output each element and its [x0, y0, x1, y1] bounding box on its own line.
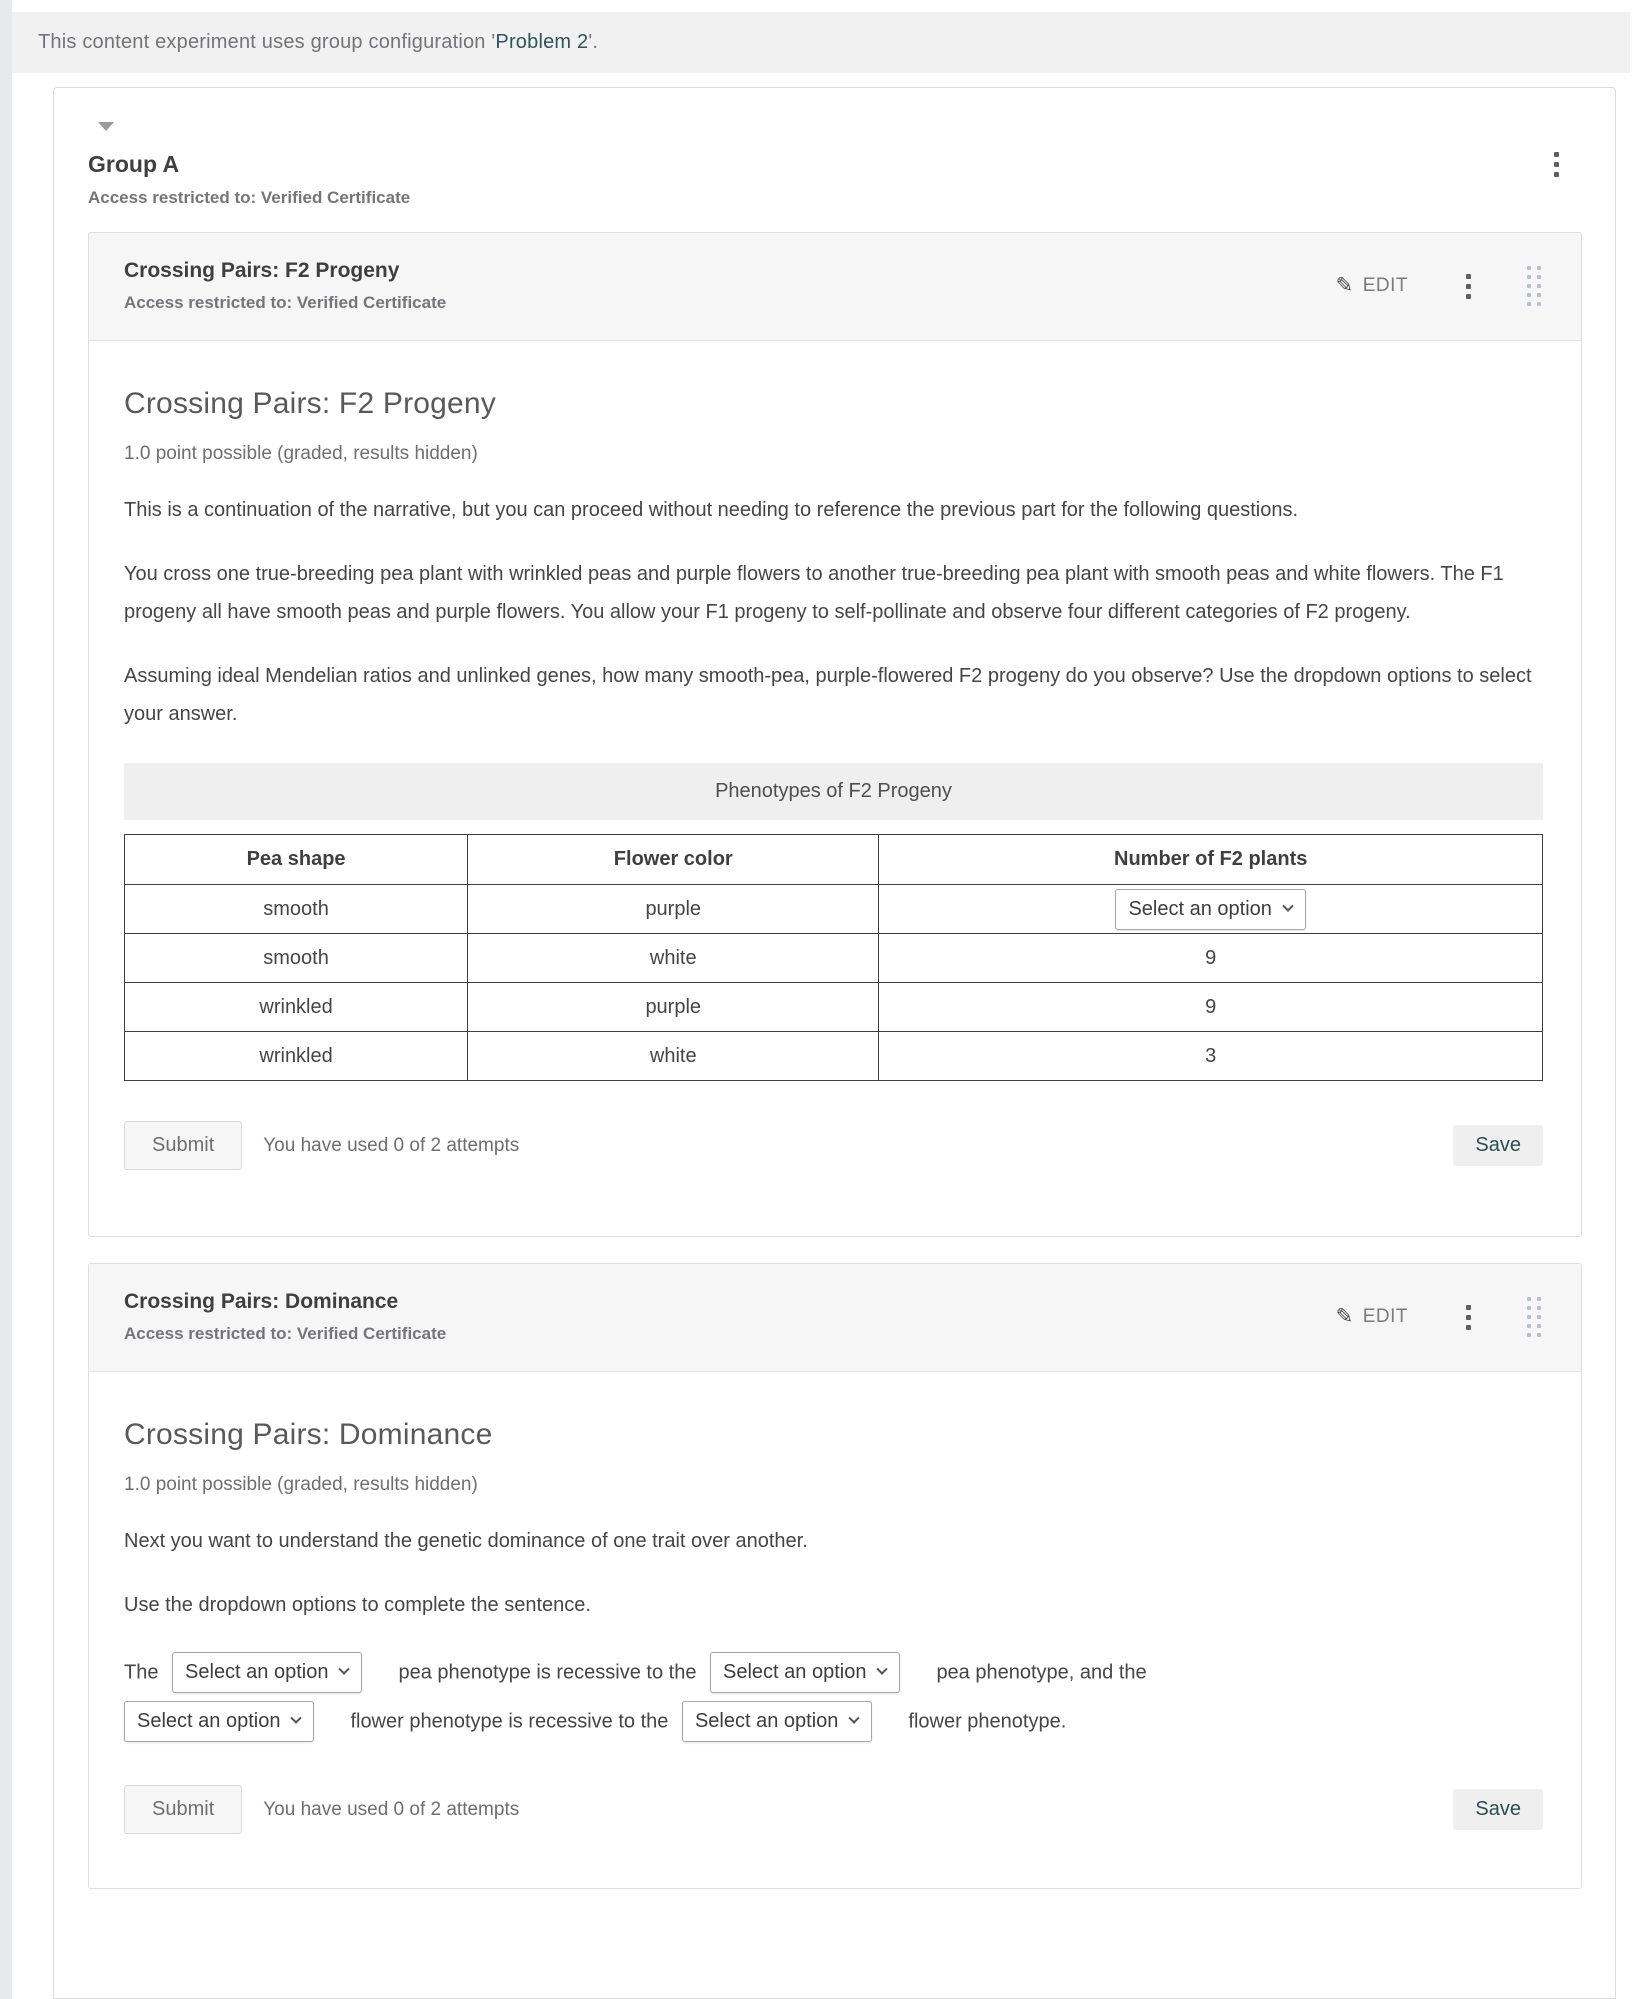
problem-1-points-text: 1.0 point possible (graded, results hidden)	[124, 443, 478, 464]
problem-1-title: Crossing Pairs: F2 Progeny	[124, 387, 497, 420]
group-kebab-menu-button[interactable]	[1550, 148, 1563, 181]
kebab-dot	[1466, 1325, 1471, 1330]
chevron-down-icon	[291, 1712, 302, 1723]
table-row	[125, 885, 1543, 934]
kebab-dot	[1466, 1315, 1471, 1320]
problem-1-paragraph: Assuming ideal Mendelian ratios and unlinked genes, how many smooth-pea, purple-flowered F2 progeny do you observe? Use the dropdown options to select your answer.	[124, 665, 1532, 725]
table-header-flower-color: Flower color	[468, 835, 879, 885]
kebab-dot	[1466, 1305, 1471, 1310]
table-cell: smooth	[125, 934, 468, 983]
table-row	[125, 983, 1543, 1032]
problem-1-header-left	[124, 259, 446, 313]
banner-text-prefix: This content experiment uses group configuration '	[38, 31, 496, 53]
problem-card-dominance	[88, 1263, 1582, 1889]
table-row	[125, 934, 1543, 983]
collapse-arrow-icon[interactable]	[98, 122, 114, 131]
dropdown-placeholder-text: Select an option	[185, 1661, 329, 1684]
edit-button-label: EDIT	[1362, 275, 1408, 296]
problem-1-submit-row	[124, 1121, 1543, 1170]
problem-1-body	[89, 387, 1581, 1236]
sentence-text: pea phenotype is recessive to the	[398, 1661, 702, 1684]
table-cell: wrinkled	[125, 983, 468, 1032]
sentence-text: flower phenotype is recessive to the	[350, 1710, 674, 1733]
table-cell: purple	[468, 983, 879, 1032]
chevron-down-icon	[339, 1664, 350, 1675]
table-cell: 3	[879, 1032, 1543, 1081]
problem-card-f2-progeny	[88, 232, 1582, 1237]
table-cell: wrinkled	[125, 1032, 468, 1081]
kebab-dot	[1554, 152, 1559, 157]
edit-button[interactable]	[1336, 274, 1408, 299]
group-header	[54, 88, 1615, 232]
table-cell: white	[468, 1032, 879, 1081]
table-cell	[879, 885, 1543, 934]
banner-text-suffix: '.	[588, 31, 599, 53]
save-button[interactable]: Save	[1453, 1789, 1543, 1830]
chevron-down-icon	[877, 1664, 888, 1675]
drag-handle-icon[interactable]	[1527, 266, 1541, 306]
page-left-margin	[0, 0, 12, 1999]
kebab-dot	[1554, 172, 1559, 177]
table-cell: smooth	[125, 885, 468, 934]
attempts-text: You have used 0 of 2 attempts	[263, 1134, 520, 1156]
dropdown-placeholder-text: Select an option	[723, 1661, 867, 1684]
select-an-option-dropdown[interactable]	[1115, 889, 1305, 930]
table-row	[125, 1032, 1543, 1081]
experiment-banner	[12, 12, 1630, 73]
kebab-dot	[1554, 162, 1559, 167]
problem-2-paragraph: Next you want to understand the genetic dominance of one trait over another.	[124, 1530, 808, 1552]
pencil-icon: ✎	[1335, 1304, 1354, 1328]
problem-1-header-title: Crossing Pairs: F2 Progeny	[124, 259, 400, 282]
kebab-dot	[1466, 274, 1471, 279]
dropdown-placeholder-text: Select an option	[137, 1709, 281, 1732]
select-an-option-dropdown[interactable]	[124, 1701, 314, 1742]
dropdown-placeholder-text: Select an option	[694, 1709, 839, 1732]
pencil-icon: ✎	[1335, 273, 1354, 297]
table-cell: 9	[879, 983, 1543, 1032]
problem-2-submit-row	[124, 1785, 1543, 1834]
group-access-text: Access restricted to: Verified Certificate	[88, 188, 411, 207]
table-caption: Phenotypes of F2 Progeny	[124, 763, 1543, 820]
edit-button-label: EDIT	[1362, 1306, 1408, 1327]
sentence-text: pea phenotype, and the	[936, 1661, 1147, 1684]
kebab-dot	[1466, 294, 1471, 299]
table-cell: 9	[879, 934, 1543, 983]
sentence-text: The	[124, 1661, 165, 1684]
select-an-option-dropdown[interactable]	[710, 1652, 900, 1693]
problem-1-access-text: Access restricted to: Verified Certificate	[124, 293, 447, 312]
attempts-text: You have used 0 of 2 attempts	[263, 1798, 520, 1820]
problem-1-header-controls	[1336, 266, 1546, 306]
problem-2-access-text: Access restricted to: Verified Certificate	[124, 1324, 447, 1343]
save-button[interactable]: Save	[1453, 1125, 1543, 1166]
select-an-option-dropdown[interactable]	[172, 1652, 362, 1693]
table-cell: purple	[468, 885, 879, 934]
phenotypes-table	[124, 834, 1543, 1081]
problem-1-paragraph: You cross one true-breeding pea plant with wrinkled peas and purple flowers to another true-breeding pea plant with smooth peas and white flowers. The F1 progeny all have smooth peas and purple flowers. You allow your F1 progeny to self-pollinate and observe four different categories of F2 progeny.	[124, 563, 1504, 623]
problem-2-points-text: 1.0 point possible (graded, results hidden)	[124, 1474, 478, 1495]
group-card	[53, 87, 1616, 1999]
submit-button[interactable]: Submit	[124, 1121, 242, 1170]
problem-2-header-title: Crossing Pairs: Dominance	[124, 1290, 399, 1313]
kebab-dot	[1466, 284, 1471, 289]
dropdown-placeholder-text: Select an option	[1128, 897, 1272, 920]
problem-2-header-left	[124, 1290, 446, 1344]
table-header-pea-shape: Pea shape	[125, 835, 468, 885]
drag-handle-icon[interactable]	[1527, 1297, 1541, 1337]
problem-1-header	[89, 233, 1581, 341]
problem-2-header	[89, 1264, 1581, 1372]
table-header-number-f2: Number of F2 plants	[879, 835, 1543, 885]
group-title: Group A	[88, 151, 180, 177]
group-configuration-link[interactable]: Problem 2	[495, 31, 589, 53]
table-header-row	[125, 835, 1543, 885]
problem-1-kebab-menu-button[interactable]	[1462, 270, 1475, 303]
problem-1-paragraph: This is a continuation of the narrative, but you can proceed without needing to reference the previous part for the following questions.	[124, 499, 1299, 521]
chevron-down-icon	[849, 1712, 860, 1723]
select-an-option-dropdown[interactable]	[682, 1701, 872, 1742]
problem-2-title: Crossing Pairs: Dominance	[124, 1418, 493, 1451]
edit-button[interactable]	[1336, 1305, 1408, 1330]
table-cell: white	[468, 934, 879, 983]
dominance-sentence	[124, 1648, 1543, 1745]
problem-2-paragraph: Use the dropdown options to complete the sentence.	[124, 1594, 591, 1616]
problem-2-body	[89, 1418, 1581, 1888]
problem-2-header-controls	[1336, 1297, 1546, 1337]
problem-2-kebab-menu-button[interactable]	[1462, 1301, 1475, 1334]
sentence-text: flower phenotype.	[908, 1710, 1067, 1733]
submit-button[interactable]: Submit	[124, 1785, 242, 1834]
chevron-down-icon	[1282, 900, 1293, 911]
